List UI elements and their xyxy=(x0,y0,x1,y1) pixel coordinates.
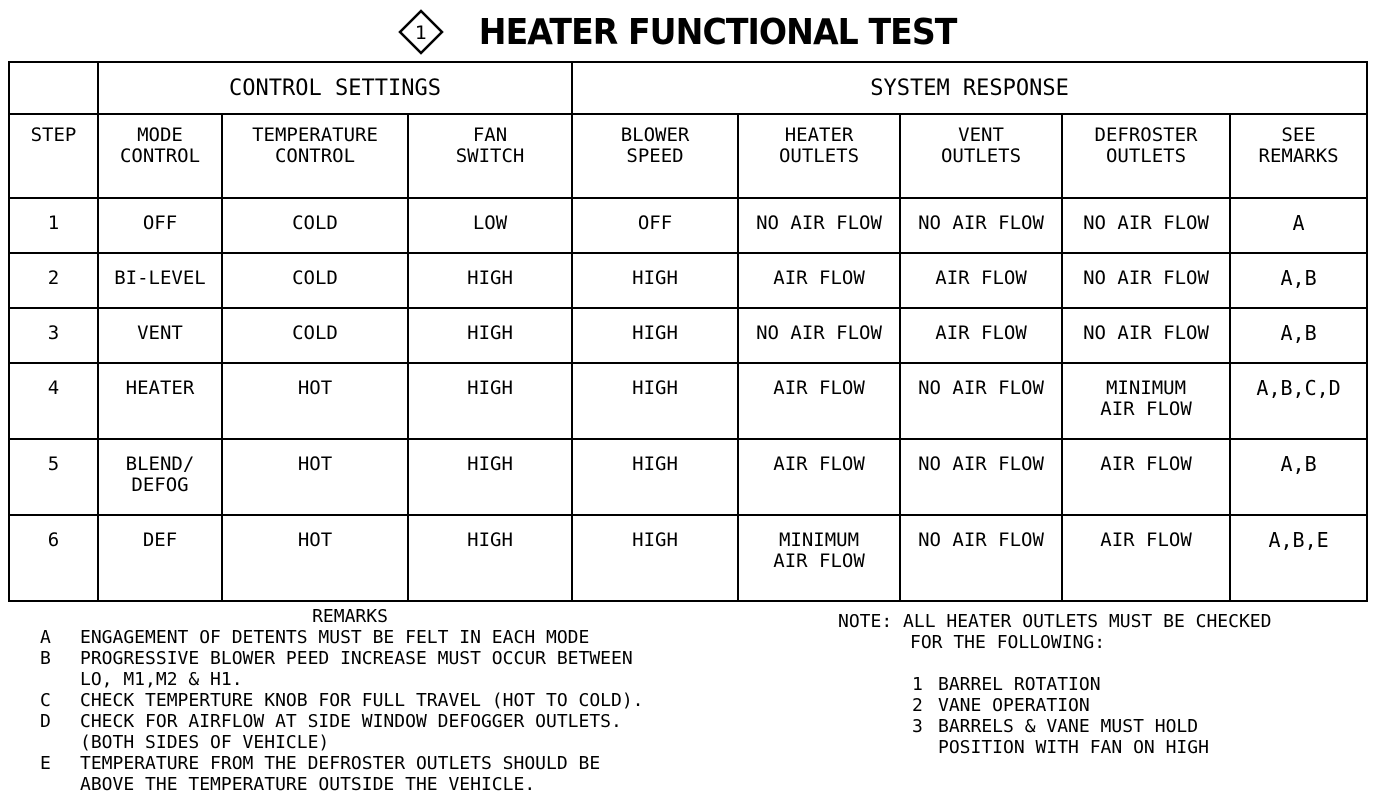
cell-fan: LOW xyxy=(408,198,572,253)
remark-text xyxy=(80,690,780,711)
remark-item xyxy=(40,627,780,648)
cell-remarks: A xyxy=(1230,198,1367,253)
cell-vent: NO AIR FLOW xyxy=(900,363,1062,439)
diamond-step-badge-icon xyxy=(398,9,444,55)
note-check-number: 1 xyxy=(912,674,923,695)
table-row xyxy=(9,198,1367,253)
cell-line: NO AIR FLOW xyxy=(1083,267,1209,289)
cell-defroster xyxy=(1062,439,1230,515)
cell-defroster xyxy=(1062,363,1230,439)
note-check-text: BARREL ROTATION xyxy=(938,674,1101,695)
cell-mode xyxy=(98,198,222,253)
cell-defroster xyxy=(1062,308,1230,363)
cell-defroster xyxy=(1062,198,1230,253)
column-header-heater-outlets xyxy=(738,114,900,198)
cell-line: OFF xyxy=(142,212,178,234)
cell-heater xyxy=(738,253,900,308)
cell-line: NO AIR FLOW xyxy=(756,212,882,234)
remark-text xyxy=(80,648,780,690)
cell-line: VENT xyxy=(137,322,183,344)
cell-line: AIR FLOW xyxy=(1100,453,1192,475)
cell-fan: HIGH xyxy=(408,439,572,515)
cell-mode xyxy=(98,363,222,439)
remark-line: PROGRESSIVE BLOWER PEED INCREASE MUST OCCUR BETWEEN xyxy=(80,648,633,669)
heater-test-table xyxy=(8,61,1368,602)
remark-line: LO, M1,M2 & H1. xyxy=(80,669,243,690)
column-header-temperature-control xyxy=(222,114,408,198)
cell-line: AIR FLOW xyxy=(773,267,865,289)
column-header-line: OUTLETS xyxy=(940,145,1022,167)
column-header-line: OUTLETS xyxy=(1105,145,1187,167)
remark-item xyxy=(40,690,780,711)
table-body xyxy=(9,198,1367,601)
column-header-defroster-outlets xyxy=(1062,114,1230,198)
column-header-line: TEMPERATURE xyxy=(252,124,378,146)
column-header-line: SPEED xyxy=(626,145,684,167)
table-row xyxy=(9,515,1367,601)
cell-line: AIR FLOW xyxy=(1100,398,1192,420)
column-header-row xyxy=(9,114,1367,198)
title-area xyxy=(0,8,1376,56)
remark-letter: E xyxy=(40,753,51,774)
cell-line: AIR FLOW xyxy=(773,550,865,572)
column-header-line: REMARKS xyxy=(1258,145,1339,167)
cell-step: 2 xyxy=(9,253,98,308)
cell-vent: NO AIR FLOW xyxy=(900,198,1062,253)
note-line-2: FOR THE FOLLOWING: xyxy=(910,632,1106,653)
title-badge-number: 1 xyxy=(415,22,428,44)
cell-remarks: A,B,E xyxy=(1230,515,1367,601)
column-header-mode-control xyxy=(98,114,222,198)
remark-line: ABOVE THE TEMPERATURE OUTSIDE THE VEHICLE. xyxy=(80,774,536,795)
column-header-line: OUTLETS xyxy=(778,145,860,167)
table-row xyxy=(9,439,1367,515)
cell-heater xyxy=(738,439,900,515)
cell-fan: HIGH xyxy=(408,253,572,308)
cell-blower: HIGH xyxy=(572,308,738,363)
table-row xyxy=(9,308,1367,363)
remark-line: CHECK TEMPERTURE KNOB FOR FULL TRAVEL (HOT TO COLD). xyxy=(80,690,644,711)
cell-step: 6 xyxy=(9,515,98,601)
remark-item xyxy=(40,711,780,753)
cell-line: DEF xyxy=(142,529,178,551)
cell-vent: NO AIR FLOW xyxy=(900,515,1062,601)
remark-letter: C xyxy=(40,690,51,711)
note-checklist xyxy=(838,674,1368,758)
cell-defroster xyxy=(1062,253,1230,308)
cell-heater xyxy=(738,363,900,439)
cell-temp: COLD xyxy=(222,253,408,308)
cell-blower: OFF xyxy=(572,198,738,253)
column-header-line: CONTROL xyxy=(274,145,356,167)
cell-vent: AIR FLOW xyxy=(900,308,1062,363)
note-check-item xyxy=(912,737,1368,758)
cell-line: NO AIR FLOW xyxy=(756,322,882,344)
cell-fan: HIGH xyxy=(408,363,572,439)
column-header-line: STEP xyxy=(30,124,77,146)
cell-fan: HIGH xyxy=(408,515,572,601)
remarks-title: REMARKS xyxy=(312,606,388,627)
note-check-text: POSITION WITH FAN ON HIGH xyxy=(938,737,1209,758)
note-check-item xyxy=(912,716,1368,737)
cell-mode xyxy=(98,253,222,308)
remark-letter: A xyxy=(40,627,51,648)
column-header-line: FAN xyxy=(472,124,508,146)
remark-text xyxy=(80,753,780,795)
cell-blower: HIGH xyxy=(572,363,738,439)
cell-remarks: A,B xyxy=(1230,308,1367,363)
cell-step: 5 xyxy=(9,439,98,515)
cell-line: NO AIR FLOW xyxy=(1083,322,1209,344)
column-header-line: SWITCH xyxy=(455,145,525,167)
note-line-1: NOTE: ALL HEATER OUTLETS MUST BE CHECKED xyxy=(838,611,1272,632)
table-row xyxy=(9,363,1367,439)
cell-defroster xyxy=(1062,515,1230,601)
remark-text xyxy=(80,627,780,648)
cell-blower: HIGH xyxy=(572,515,738,601)
cell-temp: HOT xyxy=(222,439,408,515)
cell-line: HEATER xyxy=(125,377,195,399)
cell-step: 3 xyxy=(9,308,98,363)
cell-mode xyxy=(98,515,222,601)
cell-line: MINIMUM xyxy=(1105,377,1187,399)
note-section xyxy=(838,611,1368,758)
cell-blower: HIGH xyxy=(572,253,738,308)
cell-temp: HOT xyxy=(222,515,408,601)
cell-mode xyxy=(98,308,222,363)
remark-item xyxy=(40,648,780,690)
cell-line: BI-LEVEL xyxy=(114,267,206,289)
cell-temp: COLD xyxy=(222,198,408,253)
cell-line: BLEND/ xyxy=(125,453,195,475)
remark-text xyxy=(80,711,780,753)
column-header-blower-speed xyxy=(572,114,738,198)
column-header-fan-switch xyxy=(408,114,572,198)
remark-letter: D xyxy=(40,711,51,732)
cell-heater xyxy=(738,198,900,253)
remark-item xyxy=(40,753,780,795)
cell-fan: HIGH xyxy=(408,308,572,363)
column-header-line: SEE xyxy=(1281,124,1316,146)
cell-line: AIR FLOW xyxy=(1100,529,1192,551)
cell-line: DEFOG xyxy=(131,474,189,496)
remark-line: CHECK FOR AIRFLOW AT SIDE WINDOW DEFOGGER OUTLETS. xyxy=(80,711,622,732)
column-header-line: CONTROL xyxy=(119,145,201,167)
group-header-step xyxy=(9,62,98,114)
cell-vent: AIR FLOW xyxy=(900,253,1062,308)
column-header-line: MODE xyxy=(137,124,183,146)
remark-line: TEMPERATURE FROM THE DEFROSTER OUTLETS SHOULD BE xyxy=(80,753,601,774)
column-header-line: HEATER xyxy=(784,124,854,146)
column-header-line: DEFROSTER xyxy=(1094,124,1198,146)
note-check-text: BARRELS & VANE MUST HOLD xyxy=(938,716,1199,737)
cell-remarks: A,B xyxy=(1230,439,1367,515)
page-title: HEATER FUNCTIONAL TEST xyxy=(479,11,957,53)
column-header-see-remarks xyxy=(1230,114,1367,198)
note-check-number: 2 xyxy=(912,695,923,716)
cell-temp: HOT xyxy=(222,363,408,439)
cell-mode xyxy=(98,439,222,515)
remark-letter: B xyxy=(40,648,51,669)
remarks-list xyxy=(40,627,780,795)
cell-blower: HIGH xyxy=(572,439,738,515)
cell-line: NO AIR FLOW xyxy=(1083,212,1209,234)
column-header-line: BLOWER xyxy=(620,124,690,146)
cell-vent: NO AIR FLOW xyxy=(900,439,1062,515)
note-check-item xyxy=(912,695,1368,716)
remark-line: (BOTH SIDES OF VEHICLE) xyxy=(80,732,330,753)
cell-line: MINIMUM xyxy=(778,529,860,551)
column-header-line: VENT xyxy=(958,124,1004,146)
cell-heater xyxy=(738,308,900,363)
table-row xyxy=(9,253,1367,308)
column-header-step xyxy=(9,114,98,198)
remark-line: ENGAGEMENT OF DETENTS MUST BE FELT IN EACH MODE xyxy=(80,627,590,648)
cell-step: 1 xyxy=(9,198,98,253)
group-header-system-response: SYSTEM RESPONSE xyxy=(572,62,1367,114)
remarks-section xyxy=(40,606,780,795)
cell-temp: COLD xyxy=(222,308,408,363)
cell-remarks: A,B,C,D xyxy=(1230,363,1367,439)
cell-heater xyxy=(738,515,900,601)
cell-line: AIR FLOW xyxy=(773,453,865,475)
note-check-text: VANE OPERATION xyxy=(938,695,1090,716)
note-check-number: 3 xyxy=(912,716,923,737)
cell-line: AIR FLOW xyxy=(773,377,865,399)
group-header-row xyxy=(9,62,1367,114)
cell-remarks: A,B xyxy=(1230,253,1367,308)
note-check-item xyxy=(912,674,1368,695)
cell-step: 4 xyxy=(9,363,98,439)
column-header-vent-outlets xyxy=(900,114,1062,198)
group-header-control-settings: CONTROL SETTINGS xyxy=(98,62,572,114)
